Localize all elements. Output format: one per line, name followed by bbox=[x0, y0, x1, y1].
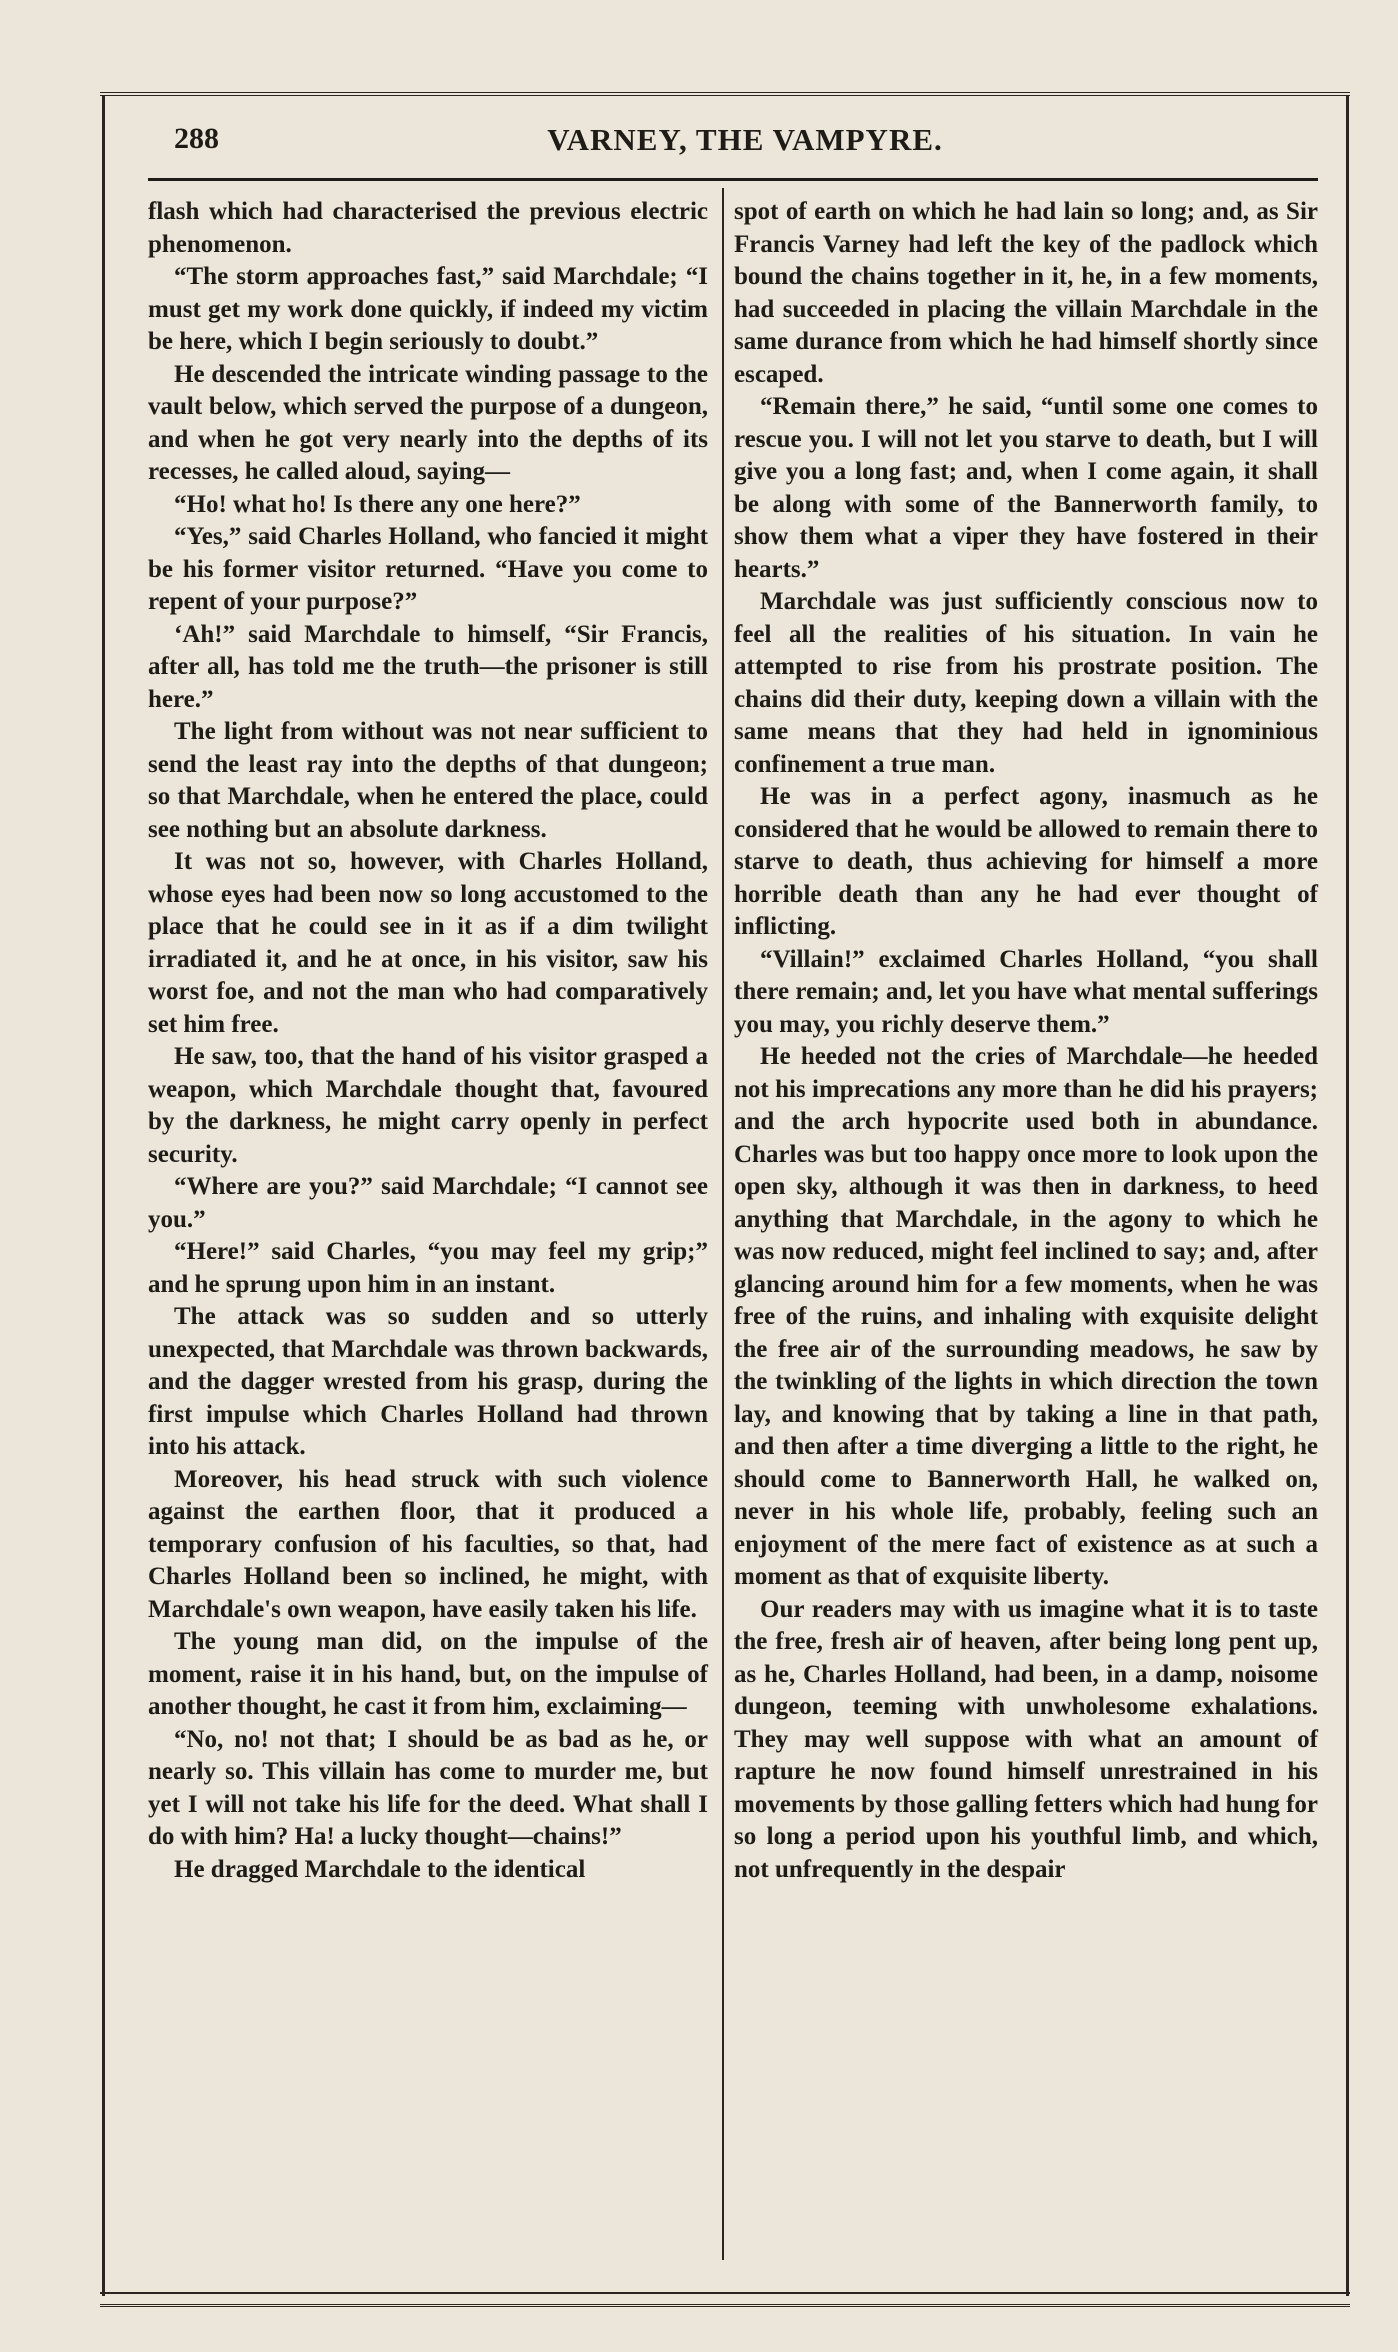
paragraph: It was not so, however, with Charles Holland, whose eyes had been now so long accustomed to the place that he could see in it as if a dim twilight irradiated it, and he at once, in his visitor, saw his worst foe, and not the man who had comparatively set him free. bbox=[148, 848, 708, 1038]
paragraph: He heeded not the cries of Marchdale—he heeded not his imprecations any more than he did his prayers; and the arch hypocrite used both in abundance. Charles was but too happy once more to look upon the open sky, although it was then in darkness, to heed anything that Marchdale, in the agony to which he was now reduced, might feel inclined to say; and, after glancing around him for a few moments, when he was free of the ruins, and inhaling with exquisite delight the free air of the surrounding meadows, he saw by the twinkling of the lights in which direction the town lay, and knowing that by taking a line in that path, and then after a time diverging a little to the right, he should come to Bannerworth Hall, he walked on, never in his whole life, probably, feeling such an enjoyment of the mere fact of existence as at such a moment as that of exquisite liberty. bbox=[734, 1043, 1318, 1590]
paragraph: “Here!” said Charles, “you may feel my grip;” and he sprung upon him in an instant. bbox=[148, 1238, 708, 1298]
left-column bbox=[148, 196, 708, 1886]
paragraph: He saw, too, that the hand of his visitor grasped a weapon, which Marchdale thought that, favoured by the darkness, he might carry openly in perfect security. bbox=[148, 1043, 708, 1168]
left-border-rule bbox=[102, 96, 105, 2296]
header-rule bbox=[148, 178, 1318, 181]
paragraph: “Where are you?” said Marchdale; “I cannot see you.” bbox=[148, 1173, 708, 1233]
paragraph: flash which had characterised the previous electric phenomenon. bbox=[148, 198, 708, 258]
paragraph: He dragged Marchdale to the identical bbox=[174, 1855, 586, 1883]
column-divider bbox=[722, 188, 724, 2260]
footer-rule bbox=[100, 2292, 1350, 2294]
paragraph: “The storm approaches fast,” said Marchdale; “I must get my work done quickly, if indeed my victim be here, which I begin seriously to doubt.” bbox=[148, 263, 708, 355]
paragraph: Our readers may with us imagine what it is to taste the free, fresh air of heaven, after being long pent up, as he, Charles Holland, had been, in a damp, noisome dungeon, teeming with unwholesome exhalations. They may well suppose with what an amount of rapture he now found himself unrestrained in his movements by those galling fetters which had hung for so long a period upon his youthful limb, and which, not unfrequently in the despair bbox=[734, 1595, 1318, 1883]
paragraph: Marchdale was just sufficiently conscious now to feel all the realities of his situation. In vain he attempted to rise from his prostrate position. The chains did their duty, keeping down a villain with the same means that they had held in ignominious confinement a true man. bbox=[734, 588, 1318, 778]
paragraph: The light from without was not near sufficient to send the least ray into the depths of that dungeon; so that Marchdale, when he entered the place, could see nothing but an absolute darkness. bbox=[148, 718, 708, 843]
paragraph: “Remain there,” he said, “until some one comes to rescue you. I will not let you starve to death, but I will give you a long fast; and, when I come again, it shall be along with some of the Bannerworth family, to show them what a viper they have fostered in their hearts.” bbox=[734, 393, 1318, 583]
paragraph: “No, no! not that; I should be as bad as he, or nearly so. This villain has come to murder me, but yet I will not take his life for the deed. What shall I do with him? Ha! a lucky thought—chains!” bbox=[148, 1725, 708, 1850]
running-title: VARNEY, THE VAMPYRE. bbox=[547, 122, 943, 157]
paragraph: He was in a perfect agony, inasmuch as he considered that he would be allowed to remain there to starve to death, thus achieving for himself a more horrible death than any he had ever thought of inflicting. bbox=[734, 783, 1319, 940]
paragraph: “Ho! what ho! Is there any one here?” bbox=[174, 490, 581, 518]
paragraph: “Villain!” exclaimed Charles Holland, “you shall there remain; and, let you have what mental sufferings you may, you richly deserve them.” bbox=[734, 945, 1318, 1038]
right-column bbox=[734, 196, 1318, 1886]
paragraph: ‘Ah!” said Marchdale to himself, “Sir Francis, after all, has told me the truth—the prisoner is still here.” bbox=[148, 620, 708, 713]
paragraph: spot of earth on which he had lain so long; and, as Sir Francis Varney had left the key of the padlock which bound the chains together in it, he, in a few moments, had succeeded in placing the villain Marchdale in the same durance from which he had himself shortly since escaped. bbox=[734, 198, 1318, 388]
paragraph: The young man did, on the impulse of the moment, raise it in his hand, but, on the impulse of another thought, he cast it from him, exclaiming— bbox=[148, 1628, 708, 1720]
paragraph: “Yes,” said Charles Holland, who fancied it might be his former visitor returned. “Have you come to repent of your purpose?” bbox=[148, 523, 708, 615]
page-header bbox=[170, 122, 1320, 168]
right-border-rule bbox=[1346, 96, 1349, 2296]
paragraph: Moreover, his head struck with such violence against the earthen floor, that it produced a temporary confusion of his faculties, so that, had Charles Holland been so inclined, he might, with Marchdale's own weapon, have easily taken his life. bbox=[148, 1465, 708, 1623]
paragraph: The attack was so sudden and so utterly unexpected, that Marchdale was thrown backwards, and the dagger wrested from his grasp, during the first impulse which Charles Holland had thrown into his attack. bbox=[148, 1303, 708, 1460]
page-number: 288 bbox=[174, 122, 219, 155]
paragraph: He descended the intricate winding passage to the vault below, which served the purpose of a dungeon, and when he got very nearly into the depths of its recesses, he called aloud, saying— bbox=[148, 360, 708, 485]
